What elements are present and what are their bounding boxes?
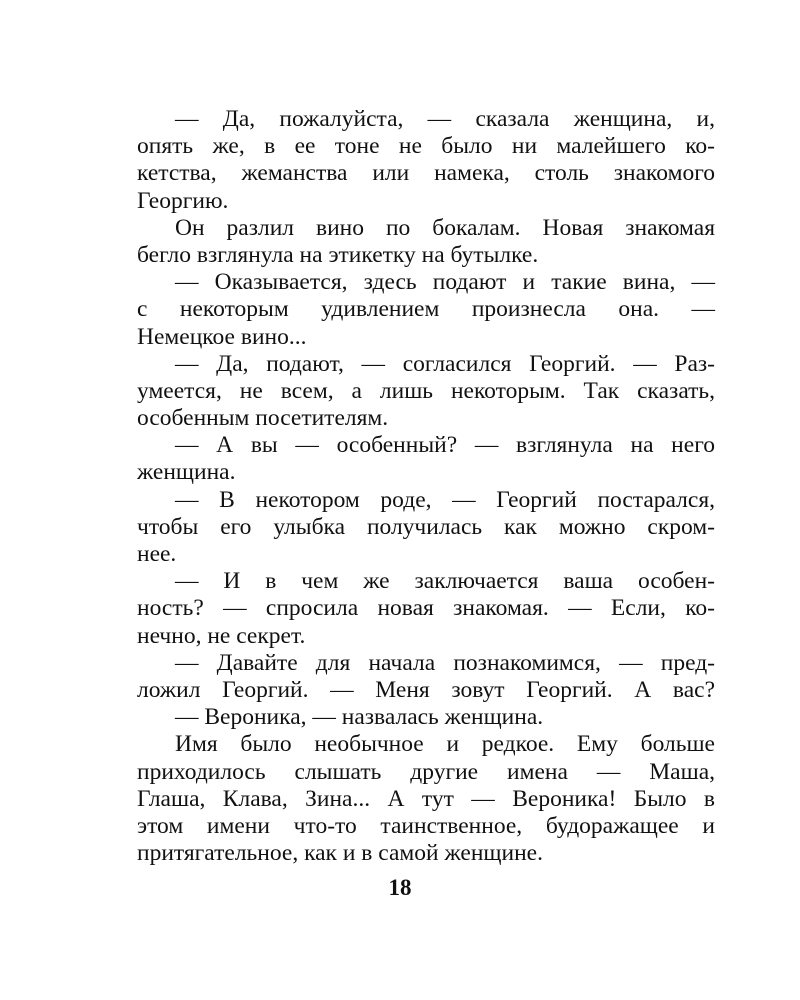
page-body-text — [137, 106, 715, 867]
text-line: чтобы его улыбка получилась как можно скром- — [137, 513, 715, 540]
text-line: — Вероника, — назвалась женщина. — [175, 704, 544, 731]
text-line: Глаша, Клава, Зина... А тут — Вероника! Было в — [137, 785, 715, 812]
text-line: Имя было необычное и редкое. Ему больше — [175, 731, 715, 758]
text-line: — Да, пожалуйста, — сказала женщина, и, — [175, 106, 715, 132]
text-line: Он разлил вино по бокалам. Новая знакомая — [175, 214, 715, 241]
text-line: умеется, не всем, а лишь некоторым. Так сказать, — [137, 377, 715, 404]
text-line: ложил Георгий. — Меня зовут Георгий. А вас? — [137, 676, 715, 703]
text-line: Георгию. — [137, 187, 229, 214]
text-line: ность? — спросила новая знакомая. — Если, ко- — [137, 595, 715, 622]
text-line: притягательное, как и в самой женщине. — [137, 840, 543, 867]
text-line: опять же, в ее тоне не было ни малейшего ко- — [137, 133, 715, 160]
text-line: женщина. — [137, 459, 236, 486]
text-line: кетства, жеманства или намека, столь знакомого — [137, 160, 715, 187]
text-line: с некоторым удивлением произнесла она. — — [137, 296, 715, 323]
text-line: нее. — [137, 541, 177, 567]
text-line: этом имени что-то таинственное, будоражащее и — [137, 812, 715, 839]
text-line: — Оказывается, здесь подают и такие вина, — — [175, 269, 715, 296]
text-line: — И в чем же заключается ваша особен- — [175, 568, 715, 595]
text-line: бегло взглянула на этикетку на бутылке. — [137, 241, 539, 268]
text-line: — Да, подают, — согласился Георгий. — Раз- — [175, 350, 715, 377]
text-line: — В некотором роде, — Георгий постарался, — [175, 486, 715, 513]
text-line: — Давайте для начала познакомимся, — пред- — [175, 649, 715, 676]
page-number: 18 — [388, 875, 412, 900]
text-line: Немецкое вино... — [137, 323, 307, 350]
text-line: приходилось слышать другие имена — Маша, — [137, 758, 715, 785]
text-line: особенным посетителям. — [137, 405, 389, 432]
text-line: — А вы — особенный? — взглянула на него — [175, 432, 715, 459]
text-line: нечно, не секрет. — [137, 622, 306, 649]
